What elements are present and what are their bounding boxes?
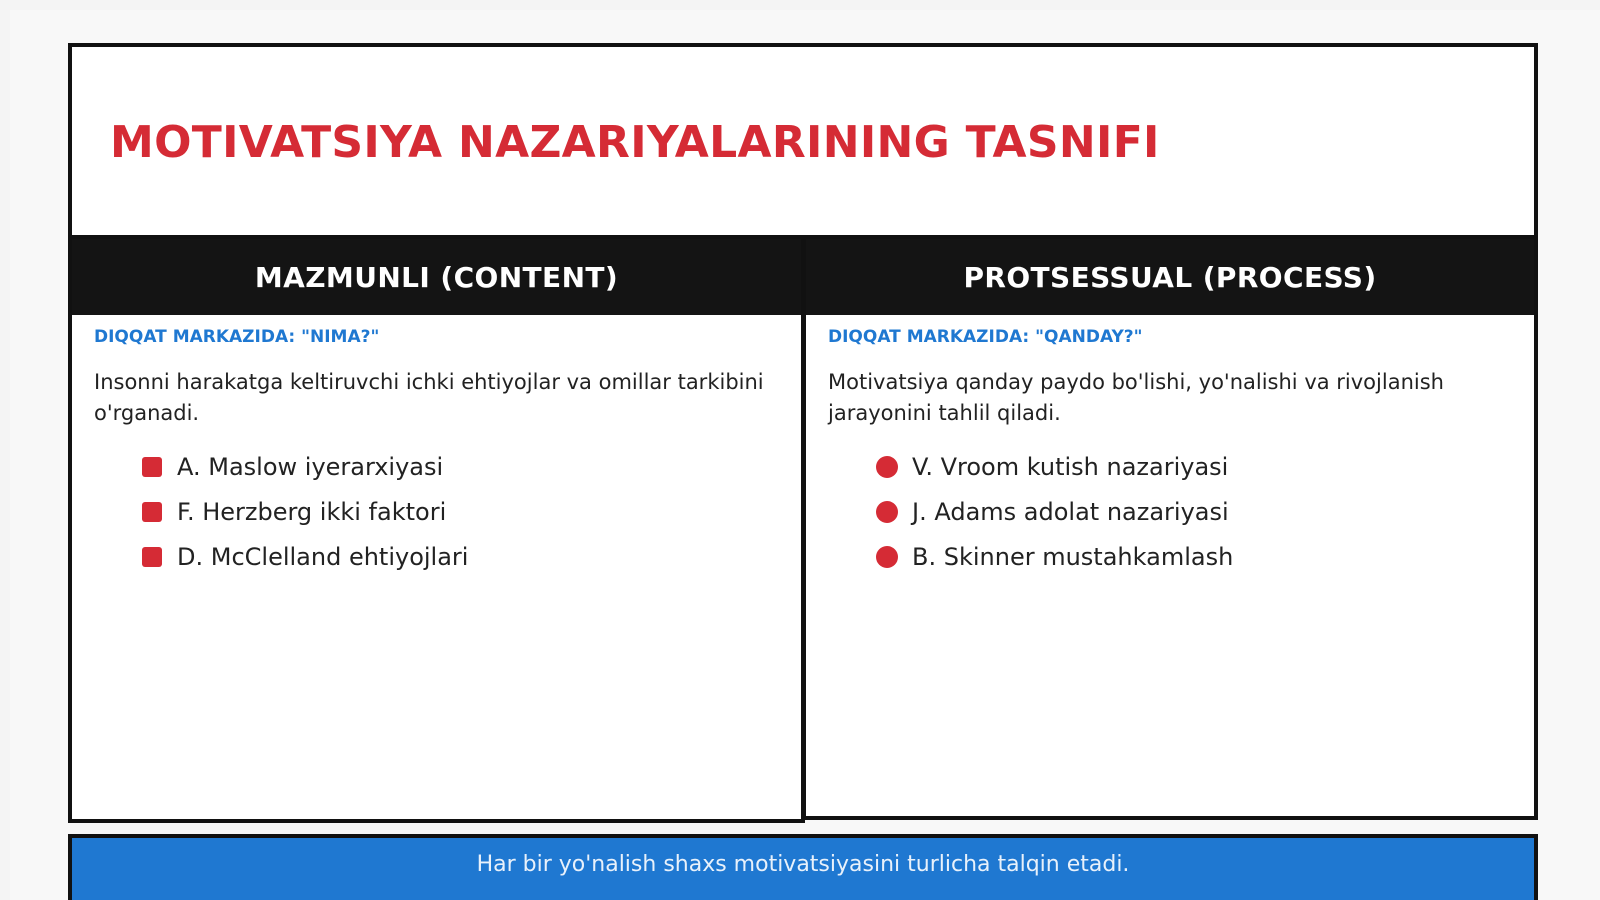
list-item xyxy=(876,534,1233,579)
slide-title: MOTIVATSIYA NAZARIYALARINING TASNIFI xyxy=(110,117,1160,168)
list-item xyxy=(142,534,468,579)
title-box xyxy=(68,43,1538,235)
list-item xyxy=(876,444,1233,489)
list-item-label: A. Maslow iyerarxiyasi xyxy=(177,452,444,481)
list-item xyxy=(142,489,468,534)
list-item-label: B. Skinner mustahkamlash xyxy=(912,542,1234,571)
process-focus-label: DIQQAT MARKAZIDA: "QANDAY?" xyxy=(828,327,1143,347)
square-bullet-icon xyxy=(142,547,162,567)
circle-bullet-icon xyxy=(876,501,898,523)
content-column-heading: MAZMUNLI (CONTENT) xyxy=(72,239,801,315)
content-description: Insonni harakatga keltiruvchi ichki ehtiyojlar va omillar tarkibini o'rganadi. xyxy=(94,370,764,425)
summary-footer: Har bir yo'nalish shaxs motivatsiyasini turlicha talqin etadi. xyxy=(68,834,1538,900)
content-focus-label: DIQQAT MARKAZIDA: "NIMA?" xyxy=(94,327,380,347)
content-theories-column xyxy=(68,235,805,823)
list-item-label: J. Adams adolat nazariyasi xyxy=(912,497,1229,526)
list-item-label: V. Vroom kutish nazariyasi xyxy=(912,452,1229,481)
square-bullet-icon xyxy=(142,502,162,522)
slide xyxy=(10,10,1600,900)
process-description: Motivatsiya qanday paydo bo'lishi, yo'nalishi va rivojlanish jarayonini tahlil qiladi. xyxy=(828,370,1444,425)
list-item xyxy=(876,489,1233,534)
list-item-label: F. Herzberg ikki faktori xyxy=(177,497,447,526)
content-theory-list xyxy=(142,444,468,579)
process-theories-column xyxy=(802,235,1538,820)
list-item-label: D. McClelland ehtiyojlari xyxy=(177,542,469,571)
circle-bullet-icon xyxy=(876,546,898,568)
process-column-heading: PROTSESSUAL (PROCESS) xyxy=(806,239,1534,315)
process-theory-list xyxy=(876,444,1233,579)
circle-bullet-icon xyxy=(876,456,898,478)
square-bullet-icon xyxy=(142,457,162,477)
list-item xyxy=(142,444,468,489)
